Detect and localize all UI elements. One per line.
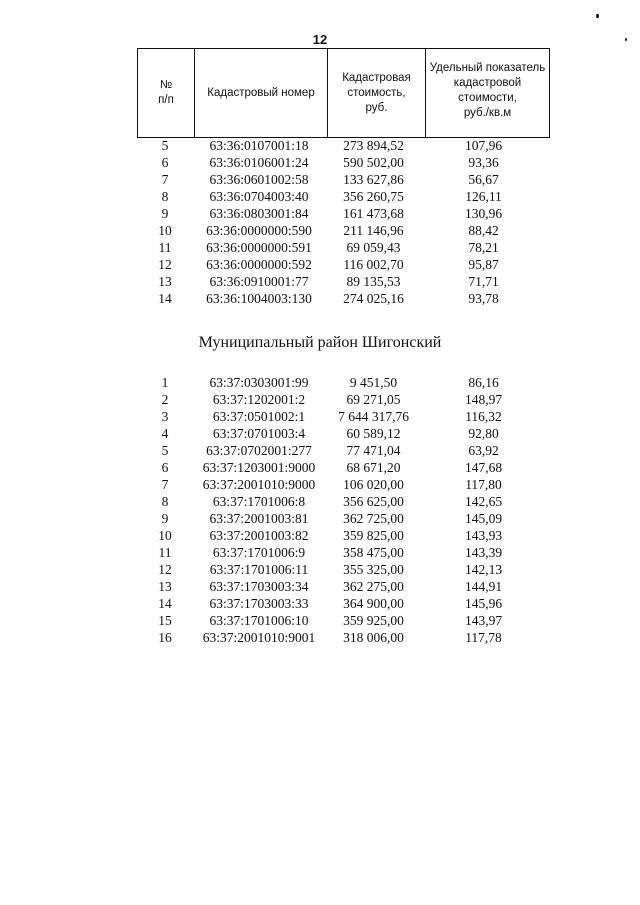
row-specific-indicator: 63,92 [468, 443, 499, 458]
header-cadastral-value [328, 49, 426, 138]
row-cadastral-value: 356 260,75 [343, 189, 404, 204]
row-cadastral-number: 63:37:1202001:2 [212, 392, 306, 407]
row-num: 3 [161, 409, 169, 424]
header-cadastral-value-line: стоимость, [347, 86, 406, 99]
row-cadastral-number: 63:37:1703003:33 [209, 596, 309, 611]
row-specific-indicator: 145,09 [464, 511, 503, 526]
row-specific-indicator: 92,80 [468, 426, 499, 441]
row-cadastral-number: 63:37:1701006:8 [212, 494, 306, 509]
header-num [138, 49, 195, 138]
row-num: 12 [158, 562, 172, 577]
row-cadastral-number: 63:36:0910001:77 [209, 274, 309, 289]
scan-speck [596, 14, 599, 18]
header-specific-indicator-line: стоимости, [458, 92, 517, 104]
row-cadastral-value: 364 900,00 [343, 596, 404, 611]
row-num: 14 [158, 596, 172, 611]
row-num: 10 [158, 528, 172, 543]
row-cadastral-value: 133 627,86 [343, 172, 404, 187]
row-num: 8 [161, 189, 169, 204]
table-header [137, 48, 550, 138]
row-cadastral-number: 63:37:1701006:11 [209, 562, 309, 577]
row-num: 7 [161, 172, 169, 187]
header-cadastral-number [195, 49, 328, 138]
row-cadastral-value: 161 473,68 [343, 206, 404, 221]
row-cadastral-value: 106 020,00 [343, 477, 404, 492]
row-num: 12 [158, 257, 172, 272]
scan-speck [625, 38, 627, 41]
row-specific-indicator: 126,11 [465, 189, 502, 204]
header-num-line: п/п [158, 94, 174, 106]
row-cadastral-value: 273 894,52 [343, 138, 404, 153]
row-specific-indicator: 78,21 [468, 240, 499, 255]
row-specific-indicator: 147,68 [464, 460, 503, 475]
row-cadastral-number: 63:36:0704003:40 [209, 189, 309, 204]
row-num: 6 [161, 155, 169, 170]
row-cadastral-number: 63:36:0000000:591 [206, 240, 312, 255]
row-num: 1 [161, 375, 169, 390]
row-cadastral-value: 362 275,00 [343, 579, 404, 594]
row-specific-indicator: 88,42 [468, 223, 499, 238]
row-specific-indicator: 107,96 [464, 138, 503, 153]
row-cadastral-value: 69 059,43 [346, 240, 401, 255]
row-cadastral-number: 63:37:2001010:9000 [202, 477, 316, 492]
row-cadastral-number: 63:37:1703003:34 [209, 579, 309, 594]
row-specific-indicator: 148,97 [464, 392, 503, 407]
row-specific-indicator: 93,36 [468, 155, 499, 170]
row-num: 8 [161, 494, 169, 509]
row-specific-indicator: 116,32 [465, 409, 502, 424]
row-cadastral-number: 63:37:1203001:9000 [202, 460, 316, 475]
row-num: 9 [161, 206, 169, 221]
header-specific-indicator-line: руб./кв.м [463, 107, 512, 119]
row-cadastral-value: 68 671,20 [346, 460, 401, 475]
row-specific-indicator: 143,93 [464, 528, 503, 543]
row-cadastral-number: 63:37:2001010:9001 [202, 630, 316, 645]
header-cadastral-number-line: Кадастровый номер [207, 86, 315, 99]
row-cadastral-value: 359 825,00 [343, 528, 404, 543]
row-num: 15 [158, 613, 172, 628]
row-cadastral-number: 63:37:2001003:82 [209, 528, 309, 543]
row-cadastral-value: 356 625,00 [343, 494, 404, 509]
header-num-line: № [159, 79, 173, 91]
row-cadastral-value: 7 644 317,76 [338, 409, 409, 424]
row-cadastral-number: 63:36:0000000:590 [206, 223, 312, 238]
row-cadastral-number: 63:36:0601002:58 [209, 172, 309, 187]
row-cadastral-value: 60 589,12 [346, 426, 401, 441]
row-cadastral-number: 63:36:0106001:24 [209, 155, 309, 170]
row-cadastral-number: 63:36:0000000:592 [206, 257, 312, 272]
row-num: 10 [158, 223, 172, 238]
row-cadastral-number: 63:37:2001003:81 [209, 511, 309, 526]
row-num: 5 [161, 138, 169, 153]
header-cadastral-value-line: руб. [365, 101, 388, 114]
row-num: 2 [161, 392, 169, 407]
row-specific-indicator: 93,78 [468, 291, 499, 306]
row-cadastral-number: 63:37:1701006:9 [212, 545, 306, 560]
row-specific-indicator: 117,78 [465, 630, 502, 645]
row-specific-indicator: 144,91 [464, 579, 503, 594]
row-cadastral-value: 358 475,00 [343, 545, 404, 560]
row-specific-indicator: 142,65 [464, 494, 503, 509]
header-specific-indicator [426, 49, 550, 138]
header-specific-indicator-line: кадастровой [453, 77, 522, 89]
row-specific-indicator: 130,96 [464, 206, 503, 221]
row-cadastral-number: 63:37:0501002:1 [212, 409, 306, 424]
row-specific-indicator: 117,80 [465, 477, 502, 492]
row-specific-indicator: 86,16 [468, 375, 499, 390]
row-cadastral-number: 63:37:1701006:10 [209, 613, 309, 628]
row-cadastral-number: 63:36:0107001:18 [209, 138, 309, 153]
row-specific-indicator: 143,39 [464, 545, 503, 560]
row-cadastral-value: 9 451,50 [349, 375, 398, 390]
row-cadastral-number: 63:37:0701003:4 [212, 426, 306, 441]
row-cadastral-value: 355 325,00 [343, 562, 404, 577]
row-num: 11 [158, 240, 172, 255]
row-cadastral-value: 274 025,16 [343, 291, 404, 306]
row-specific-indicator: 142,13 [464, 562, 503, 577]
row-specific-indicator: 56,67 [468, 172, 499, 187]
row-cadastral-number: 63:36:1004003:130 [206, 291, 312, 306]
row-cadastral-value: 318 006,00 [343, 630, 404, 645]
row-cadastral-value: 77 471,04 [346, 443, 401, 458]
row-cadastral-value: 89 135,53 [346, 274, 401, 289]
row-num: 4 [161, 426, 169, 441]
row-num: 11 [158, 545, 172, 560]
row-cadastral-number: 63:37:0303001:99 [209, 375, 309, 390]
row-num: 13 [158, 579, 172, 594]
row-num: 6 [161, 460, 169, 475]
page-number: 12 [312, 32, 328, 47]
section-title: Муниципальный район Шигонский [198, 334, 442, 351]
row-cadastral-value: 590 502,00 [343, 155, 404, 170]
row-cadastral-value: 116 002,70 [343, 257, 404, 272]
row-num: 7 [161, 477, 169, 492]
row-cadastral-value: 362 725,00 [343, 511, 404, 526]
header-specific-indicator-line: Удельный показатель [429, 62, 546, 74]
row-num: 9 [161, 511, 169, 526]
row-cadastral-value: 69 271,05 [346, 392, 401, 407]
row-cadastral-number: 63:36:0803001:84 [209, 206, 309, 221]
header-cadastral-value-line: Кадастровая [342, 71, 411, 84]
row-specific-indicator: 145,96 [464, 596, 503, 611]
row-num: 16 [158, 630, 172, 645]
row-num: 5 [161, 443, 169, 458]
row-specific-indicator: 143,97 [464, 613, 503, 628]
row-cadastral-number: 63:37:0702001:277 [206, 443, 312, 458]
row-specific-indicator: 95,87 [468, 257, 499, 272]
row-specific-indicator: 71,71 [468, 274, 499, 289]
row-num: 13 [158, 274, 172, 289]
row-cadastral-value: 211 146,96 [343, 223, 404, 238]
row-num: 14 [158, 291, 172, 306]
row-cadastral-value: 359 925,00 [343, 613, 404, 628]
